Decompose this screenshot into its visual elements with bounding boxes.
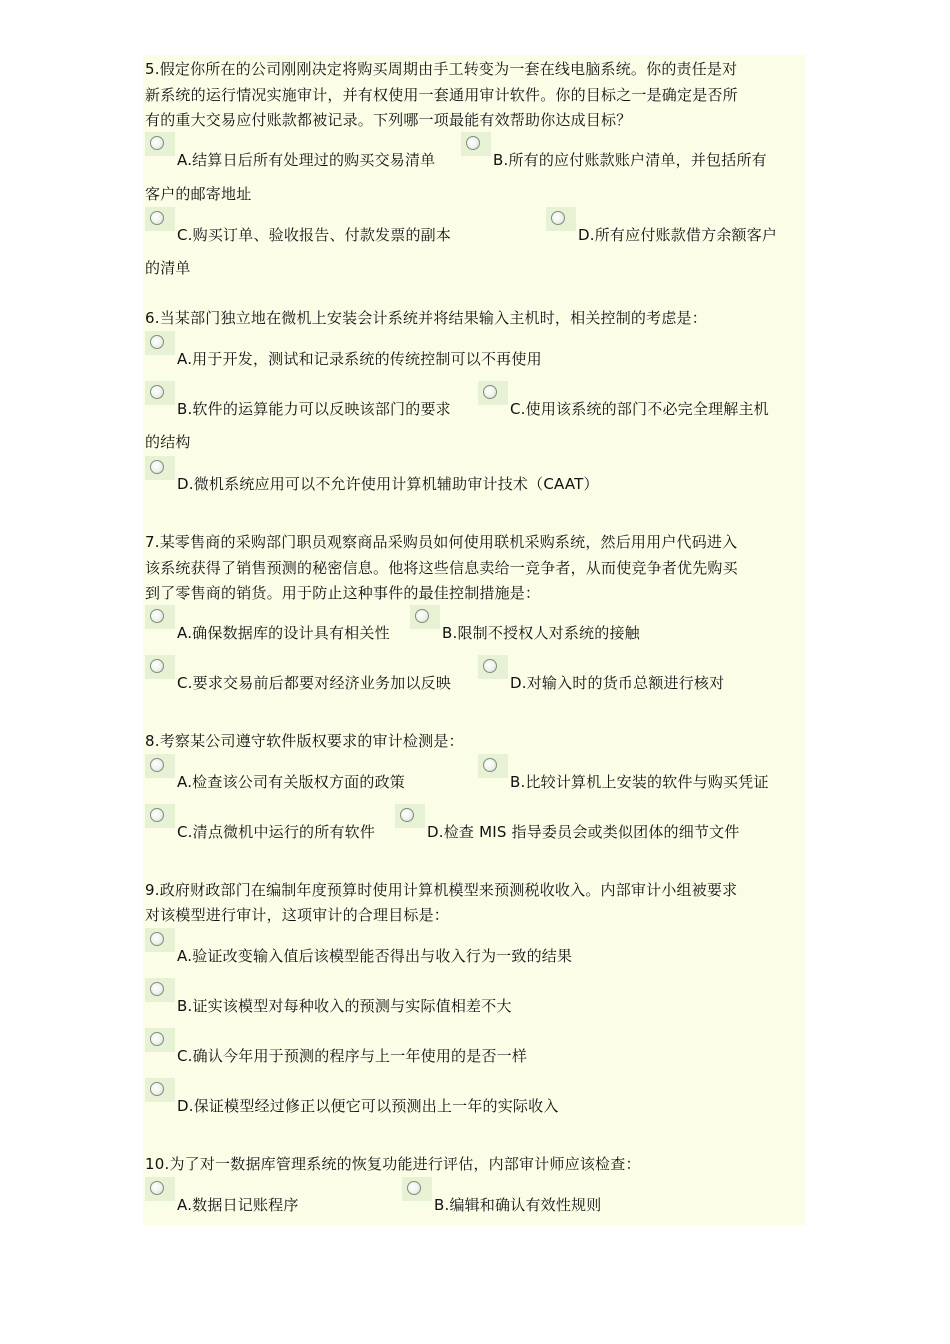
q6-option-b-label: B.软件的运算能力可以反映该部门的要求 <box>177 400 451 418</box>
q7-option-a-radio-icon[interactable] <box>145 605 175 629</box>
q5-option-b-label-cont: 客户的邮寄地址 <box>145 185 252 203</box>
q10-option-a-radio-icon[interactable] <box>145 1177 175 1201</box>
q5-option-d-label: D.所有应付账款借方余额客户 <box>578 226 778 244</box>
q10-option-a-label: A.数据日记账程序 <box>177 1196 299 1214</box>
q6-option-a-radio-icon[interactable] <box>145 331 175 355</box>
q8-option-b-label: B.比较计算机上安装的软件与购买凭证 <box>510 773 769 791</box>
question-5-text-line-1: 5.假定你所在的公司刚刚决定将购买周期由手工转变为一套在线电脑系统。你的责任是对 <box>145 60 738 78</box>
q5-option-c-radio-icon[interactable] <box>145 207 175 231</box>
question-6-text-line-1: 6.当某部门独立地在微机上安装会计系统并将结果输入主机时，相关控制的考虑是： <box>145 309 707 327</box>
q5-option-b-radio-icon[interactable] <box>461 132 491 156</box>
q10-option-b-radio-icon[interactable] <box>402 1177 432 1201</box>
q7-option-b-label: B.限制不授权人对系统的接触 <box>442 624 640 642</box>
q9-option-d-label: D.保证模型经过修正以便它可以预测出上一年的实际收入 <box>177 1097 559 1115</box>
question-5-text-line-2: 新系统的运行情况实施审计，并有权使用一套通用审计软件。你的目标之一是确定是否所 <box>145 86 738 104</box>
q6-option-c-label-cont: 的结构 <box>145 433 191 451</box>
q8-option-c-label: C.清点微机中运行的所有软件 <box>177 823 376 841</box>
q6-option-d-radio-icon[interactable] <box>145 456 175 480</box>
question-7-text-line-1: 7.某零售商的采购部门职员观察商品采购员如何使用联机采购系统，然后用用户代码进入 <box>145 533 738 551</box>
question-9-text-line-2: 对该模型进行审计，这项审计的合理目标是： <box>145 906 450 924</box>
q7-option-d-label: D.对输入时的货币总额进行核对 <box>510 674 725 692</box>
q9-option-c-label: C.确认今年用于预测的程序与上一年使用的是否一样 <box>177 1047 528 1065</box>
q5-option-b-label: B.所有的应付账款账户清单，并包括所有 <box>493 151 767 169</box>
q8-option-c-radio-icon[interactable] <box>145 804 175 828</box>
q6-option-a-label: A.用于开发，测试和记录系统的传统控制可以不再使用 <box>177 350 542 368</box>
question-10-text-line-1: 10.为了对一数据库管理系统的恢复功能进行评估，内部审计师应该检查： <box>145 1155 641 1173</box>
q7-option-c-label: C.要求交易前后都要对经济业务加以反映 <box>177 674 452 692</box>
q6-option-d-label: D.微机系统应用可以不允许使用计算机辅助审计技术（CAAT） <box>177 475 599 493</box>
q9-option-d-radio-icon[interactable] <box>145 1078 175 1102</box>
q7-option-b-radio-icon[interactable] <box>410 605 440 629</box>
question-5-text-line-3: 有的重大交易应付账款都被记录。下列哪一项最能有效帮助你达成目标？ <box>145 111 632 129</box>
question-9-text-line-1: 9.政府财政部门在编制年度预算时使用计算机模型来预测税收收入。内部审计小组被要求 <box>145 881 738 899</box>
question-7-text-line-3: 到了零售商的销货。用于防止这种事件的最佳控制措施是： <box>145 584 541 602</box>
question-8-text-line-1: 8.考察某公司遵守软件版权要求的审计检测是： <box>145 732 464 750</box>
q10-option-b-label: B.编辑和确认有效性规则 <box>434 1196 602 1214</box>
q8-option-d-radio-icon[interactable] <box>395 804 425 828</box>
q5-option-c-label: C.购买订单、验收报告、付款发票的副本 <box>177 226 452 244</box>
q8-option-a-label: A.检查该公司有关版权方面的政策 <box>177 773 405 791</box>
q8-option-b-radio-icon[interactable] <box>478 754 508 778</box>
q7-option-a-label: A.确保数据库的设计具有相关性 <box>177 624 390 642</box>
q8-option-d-label: D.检查 MIS 指导委员会或类似团体的细节文件 <box>427 823 740 841</box>
q8-option-a-radio-icon[interactable] <box>145 754 175 778</box>
q9-option-c-radio-icon[interactable] <box>145 1028 175 1052</box>
q9-option-a-label: A.验证改变输入值后该模型能否得出与收入行为一致的结果 <box>177 947 573 965</box>
q7-option-c-radio-icon[interactable] <box>145 655 175 679</box>
q9-option-b-label: B.证实该模型对每种收入的预测与实际值相差不大 <box>177 997 512 1015</box>
q9-option-a-radio-icon[interactable] <box>145 928 175 952</box>
q6-option-c-label: C.使用该系统的部门不必完全理解主机 <box>510 400 769 418</box>
q5-option-a-label: A.结算日后所有处理过的购买交易清单 <box>177 151 436 169</box>
q5-option-a-radio-icon[interactable] <box>145 132 175 156</box>
q5-option-d-radio-icon[interactable] <box>546 207 576 231</box>
q7-option-d-radio-icon[interactable] <box>478 655 508 679</box>
q9-option-b-radio-icon[interactable] <box>145 978 175 1002</box>
q5-option-d-label-cont: 的清单 <box>145 259 191 277</box>
question-7-text-line-2: 该系统获得了销售预测的秘密信息。他将这些信息卖给一竞争者，从而使竞争者优先购买 <box>145 559 738 577</box>
q6-option-b-radio-icon[interactable] <box>145 381 175 405</box>
q6-option-c-radio-icon[interactable] <box>478 381 508 405</box>
